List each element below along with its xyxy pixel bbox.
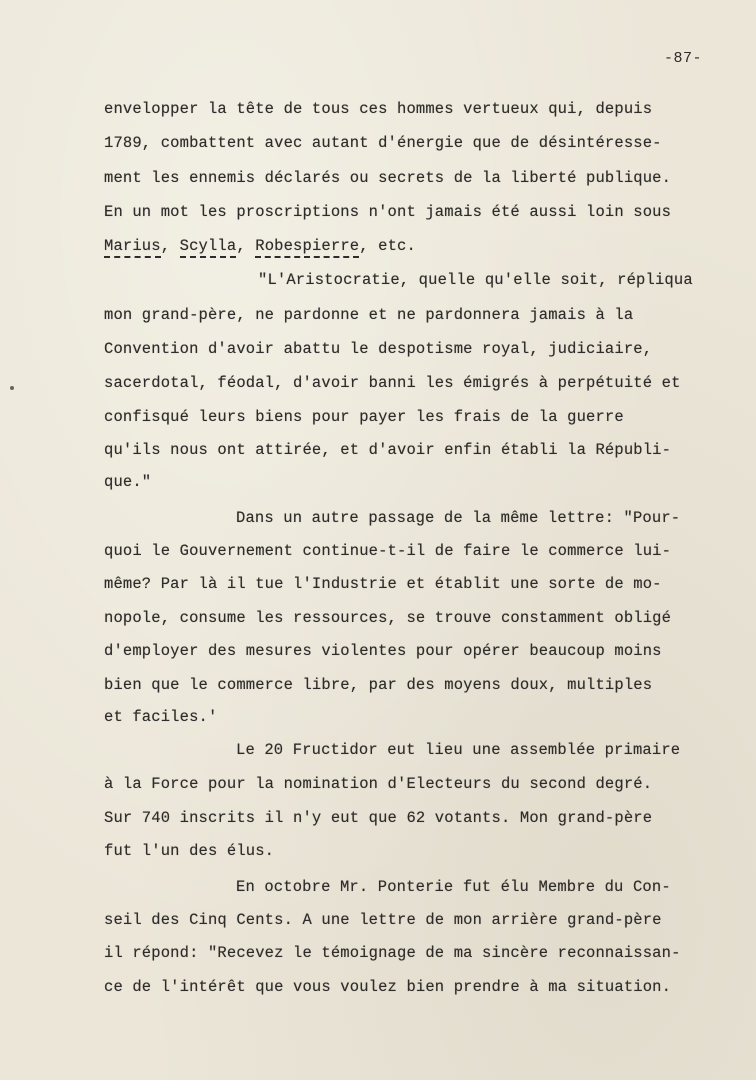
names-separator: , (236, 237, 256, 255)
text-line: et faciles.' (104, 708, 218, 726)
names-tail: , etc. (359, 237, 416, 255)
text-line: ment les ennemis déclarés ou secrets de la liberté publique. (104, 169, 672, 187)
punch-hole-mark (10, 386, 14, 390)
text-line: Le 20 Fructidor eut lieu une assemblée primaire (236, 741, 681, 759)
names-line (104, 236, 416, 256)
text-line: seil des Cinq Cents. A une lettre de mon arrière grand-père (104, 911, 662, 929)
text-line: nopole, consume les ressources, se trouve constamment obligé (104, 609, 672, 627)
text-line: sacerdotal, féodal, d'avoir banni les émigrés à perpétuité et (104, 374, 681, 392)
text-line: même? Par là il tue l'Industrie et établit une sorte de mo- (104, 575, 662, 593)
text-line: envelopper la tête de tous ces hommes vertueux qui, depuis (104, 100, 653, 118)
text-line: que." (104, 473, 152, 491)
text-line: Sur 740 inscrits il n'y eut que 62 votants. Mon grand-père (104, 809, 653, 827)
text-line: ce de l'intérêt que vous voulez bien prendre à ma situation. (104, 978, 672, 996)
text-line: 1789, combattent avec autant d'énergie que de désintéresse- (104, 134, 662, 152)
text-line: qu'ils nous ont attirée, et d'avoir enfin établi la Républi- (104, 441, 672, 459)
text-line: Dans un autre passage de la même lettre: "Pour- (236, 509, 681, 527)
underlined-name-scylla: Scylla (180, 237, 237, 258)
text-line: il répond: "Recevez le témoignage de ma sincère reconnaissan- (104, 944, 681, 962)
text-line: En octobre Mr. Ponterie fut élu Membre du Con- (236, 878, 671, 896)
underlined-name-marius: Marius (104, 237, 161, 258)
text-line: mon grand-père, ne pardonne et ne pardonnera jamais à la (104, 306, 634, 324)
text-line: "L'Aristocratie, quelle qu'elle soit, répliqua (258, 271, 693, 289)
underlined-name-robespierre: Robespierre (255, 237, 359, 258)
text-line: fut l'un des élus. (104, 842, 275, 860)
page-number: -87- (664, 50, 703, 67)
text-line: quoi le Gouvernement continue-t-il de faire le commerce lui- (104, 542, 672, 560)
text-line: Convention d'avoir abattu le despotisme royal, judiciaire, (104, 340, 653, 358)
names-separator: , (160, 237, 180, 255)
text-line: d'employer des mesures violentes pour opérer beaucoup moins (104, 642, 662, 660)
text-line: bien que le commerce libre, par des moyens doux, multiples (104, 676, 653, 694)
text-line: confisqué leurs biens pour payer les frais de la guerre (104, 408, 624, 426)
text-line: à la Force pour la nomination d'Electeurs du second degré. (104, 775, 653, 793)
text-line: En un mot les proscriptions n'ont jamais été aussi loin sous (104, 203, 672, 221)
